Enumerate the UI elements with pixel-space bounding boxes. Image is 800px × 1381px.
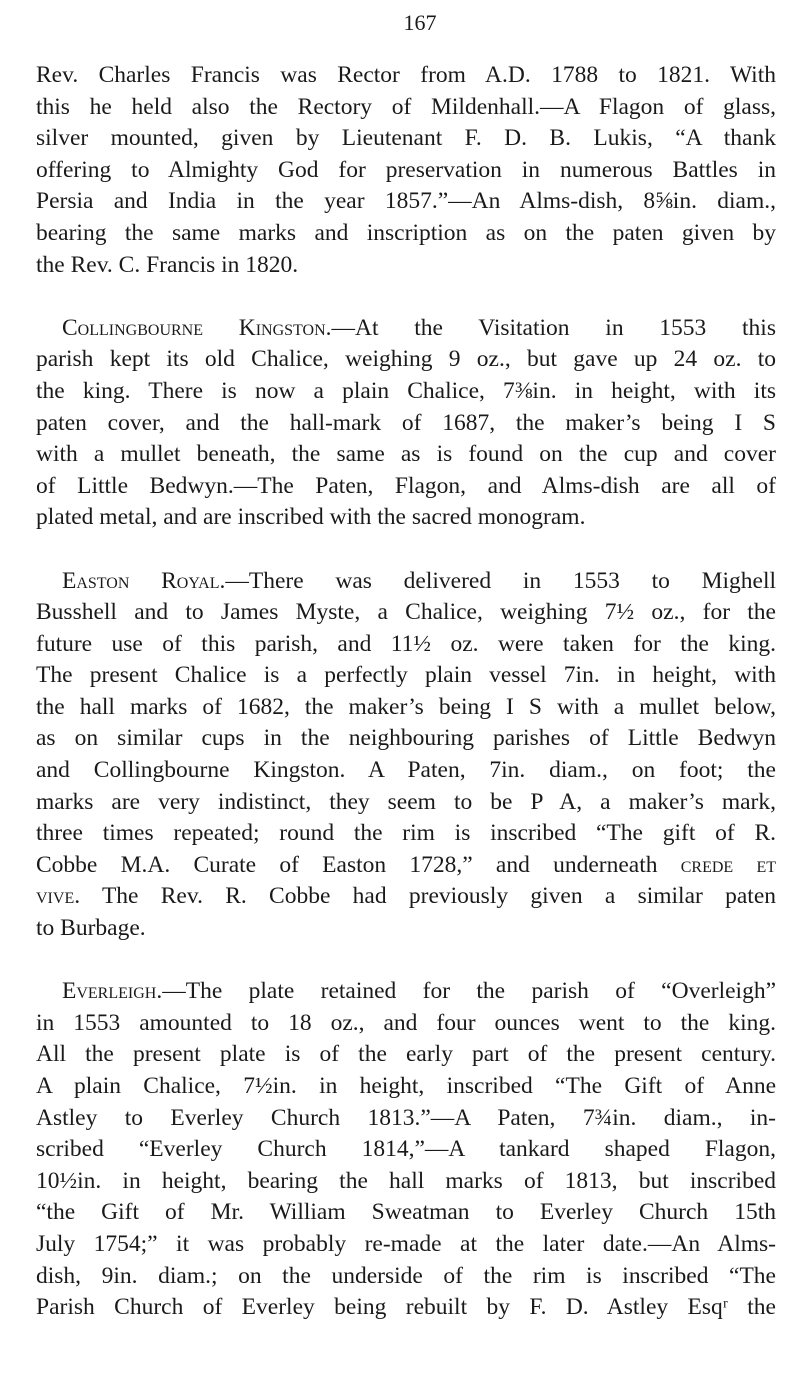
paragraph: [36, 60, 776, 281]
text-segment: as on similar cups in the neighbouring parishes of Little Bedwyn: [36, 725, 776, 752]
text-segment: The present Chalice is a perfectly plain vessel 7in. in height, with: [36, 662, 776, 689]
text-line: [36, 850, 776, 882]
text-line: [36, 723, 776, 755]
text-line: [36, 787, 776, 819]
text-line: [36, 913, 776, 945]
text-line: [36, 60, 776, 92]
text-segment: the Rev. C. Francis in 1820.: [36, 251, 299, 278]
text-segment: of Little Bedwyn.—The Paten, Flagon, and Alms-dish are all of: [36, 472, 776, 499]
text-segment: “the Gift of Mr. William Sweatman to Everley Church 15th: [36, 1199, 776, 1226]
text-line: [36, 881, 776, 913]
text-segment: Busshell and to James Myste, a Chalice, weighing 7½ oz., for the: [36, 599, 776, 626]
text-line: [36, 439, 776, 471]
text-segment: paten cover, and the hall-mark of 1687, the maker’s being I S: [36, 409, 776, 436]
text-column: [36, 60, 776, 1355]
text-segment: Astley to Everley Church 1813.”—A Paten, 7¾in. diam., in-: [36, 1104, 776, 1131]
text-segment: with a mullet beneath, the same as is found on the cup and cover: [36, 441, 776, 468]
text-line: [36, 218, 776, 250]
text-segment: the king. There is now a plain Chalice, 7⅜in. in height, with its: [36, 377, 776, 404]
text-line: [36, 313, 776, 345]
text-segment: plated metal, and are inscribed with the sacred monogram.: [36, 504, 586, 531]
small-caps-heading: vive.: [36, 883, 81, 910]
text-segment: —There was delivered in 1553 to Mighell: [225, 567, 776, 594]
text-segment: three times repeated; round the rim is inscribed “The gift of R.: [36, 820, 776, 847]
text-segment: future use of this parish, and 11½ oz. were taken for the king.: [36, 630, 776, 657]
text-line: [36, 250, 776, 282]
text-segment: silver mounted, given by Lieutenant F. D. B. Lukis, “A thank: [36, 125, 776, 152]
text-line: [36, 755, 776, 787]
small-caps-heading: crede et: [680, 851, 776, 878]
text-segment: offering to Almighty God for preservation in numerous Battles in: [36, 156, 776, 183]
text-line: [36, 1103, 776, 1135]
text-segment: Persia and India in the year 1857.”—An Alms-dish, 8⅝in. diam.,: [36, 188, 776, 215]
text-segment: to Burbage.: [36, 915, 146, 942]
text-line: [36, 1039, 776, 1071]
text-line: [36, 502, 776, 534]
text-line: [36, 629, 776, 661]
text-line: [36, 344, 776, 376]
text-segment: July 1754;” it was probably re-made at the later date.—An Alms-: [36, 1230, 776, 1257]
text-line: [36, 408, 776, 440]
text-segment: dish, 9in. diam.; on the underside of the rim is inscribed “The: [36, 1262, 776, 1289]
text-line: [36, 1197, 776, 1229]
text-line: [36, 1134, 776, 1166]
text-line: [36, 123, 776, 155]
text-line: [36, 471, 776, 503]
text-segment: —The plate retained for the parish of “Overleigh”: [162, 978, 776, 1005]
paragraph: [36, 976, 776, 1324]
text-segment: the hall marks of 1682, the maker’s being I S with a mullet below,: [36, 693, 776, 720]
text-line: [36, 976, 776, 1008]
text-segment: The Rev. R. Cobbe had previously given a similar paten: [80, 883, 776, 910]
page-number: 167: [403, 10, 437, 35]
text-line: [36, 692, 776, 724]
text-line: [36, 660, 776, 692]
text-segment: parish kept its old Chalice, weighing 9 oz., but gave up 24 oz. to: [36, 346, 776, 373]
text-line: [36, 1008, 776, 1040]
text-line: [36, 818, 776, 850]
text-line: [36, 1292, 776, 1324]
text-segment: Cobbe M.A. Curate of Easton 1728,” and underneath: [36, 851, 681, 878]
text-line: [36, 92, 776, 124]
text-line: [36, 186, 776, 218]
text-segment: All the present plate is of the early part of the present century.: [36, 1041, 776, 1068]
small-caps-heading: Everleigh.: [62, 978, 163, 1005]
text-line: [36, 1229, 776, 1261]
text-line: [36, 376, 776, 408]
paragraph: [36, 566, 776, 945]
text-segment: marks are very indistinct, they seem to be P A, a maker’s mark,: [36, 788, 776, 815]
text-segment: bearing the same marks and inscription as on the paten given by: [36, 219, 776, 246]
text-segment: in 1553 amounted to 18 oz., and four ounces went to the king.: [36, 1009, 776, 1036]
text-segment: and Collingbourne Kingston. A Paten, 7in. diam., on foot; the: [36, 757, 776, 784]
text-line: [36, 155, 776, 187]
text-segment: Rev. Charles Francis was Rector from A.D. 1788 to 1821. With: [36, 62, 776, 88]
text-segment: scribed “Everley Church 1814,”—A tankard shaped Flagon,: [36, 1136, 776, 1163]
text-segment: this he held also the Rectory of Mildenhall.—A Flagon of glass,: [36, 93, 776, 120]
text-line: [36, 597, 776, 629]
paragraph: [36, 313, 776, 534]
text-line: [36, 1166, 776, 1198]
text-line: [36, 1071, 776, 1103]
text-line: [36, 566, 776, 598]
text-segment: 10½in. in height, bearing the hall marks of 1813, but inscribed: [36, 1167, 776, 1194]
small-caps-heading: Easton Royal.: [62, 567, 226, 594]
text-segment: A plain Chalice, 7½in. in height, inscribed “The Gift of Anne: [36, 1073, 776, 1099]
text-line: [36, 1261, 776, 1293]
text-segment: —At the Visitation in 1553 this: [331, 314, 776, 341]
small-caps-heading: Collingbourne Kingston.: [62, 314, 332, 341]
text-segment: Parish Church of Everley being rebuilt by F. D. Astley Esqʳ the: [36, 1294, 776, 1321]
